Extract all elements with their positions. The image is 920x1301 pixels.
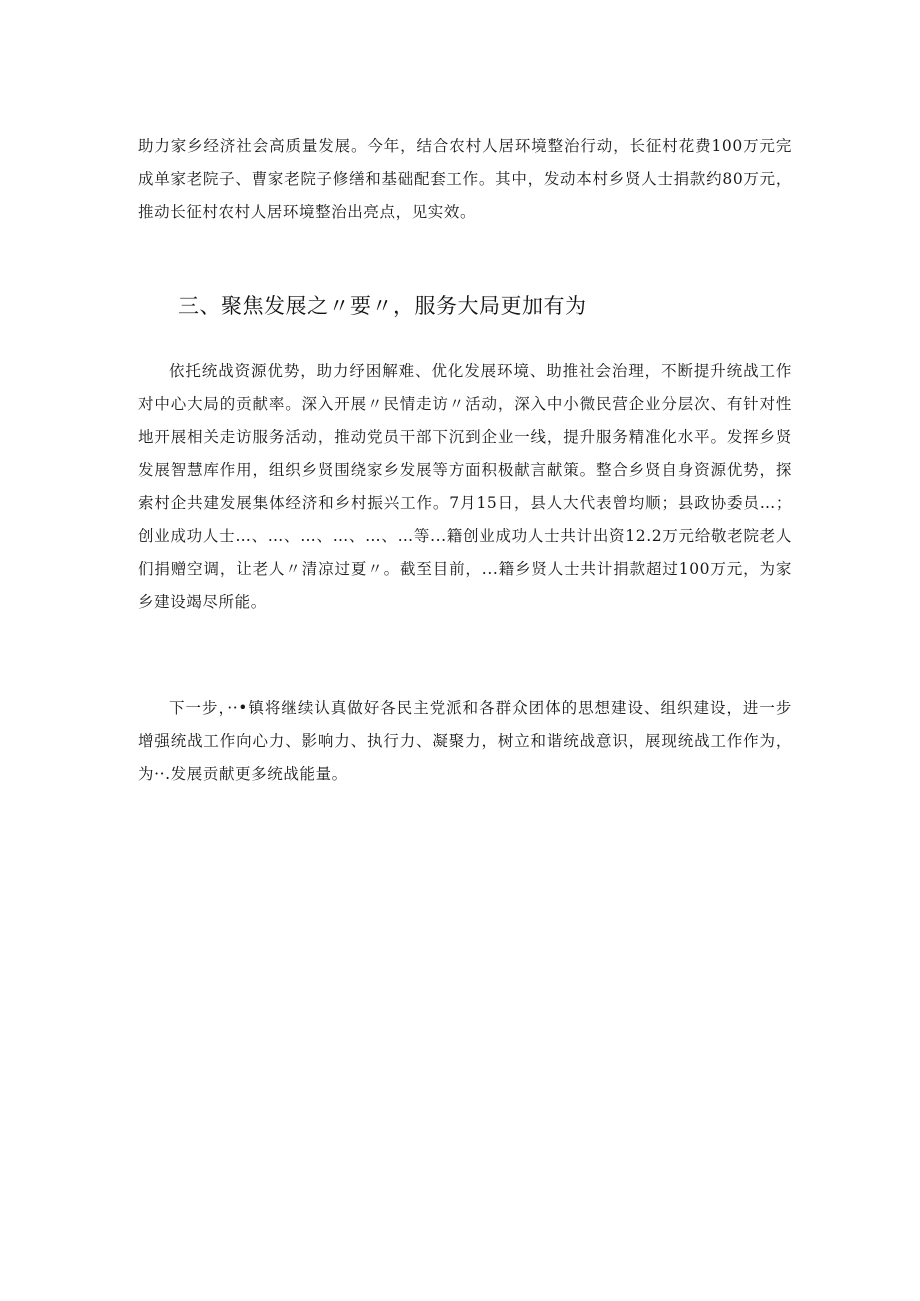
section-heading-three: 三、聚焦发展之〃要〃，服务大局更加有为 bbox=[178, 294, 587, 318]
paragraph-rural-environment: 助力家乡经济社会高质量发展。今年，结合农村人居环境整治行动，长征村花费100万元完成单家老院子、曹家老院子修缮和基础配套工作。其中，发动本村乡贤人士捐款约80万元，推动长征村农村人居环境整治出亮点，见实效。 bbox=[138, 137, 792, 221]
paragraph-united-front-resources: 依托统战资源优势，助力纾困解难、优化发展环境、助推社会治理，不断提升统战工作对中心大局的贡献率。深入开展〃民情走访〃活动，深入中小微民营企业分层次、有针对性地开展相关走访服务活动，推动党员干部下沉到企业一线，提升服务精准化水平。发挥乡贤发展智慧库作用，组织乡贤围绕家乡发展等方面积极献言献策。整合乡贤自身资源优势，探索村企共建发展集体经济和乡村振兴工作。7月15日，县人大代表曾均顺；县政协委员…；创业成功人士…、…、…、…、…、…等...籍创业成功人士共计出资12.2万元给敬老院老人们捐赠空调，让老人〃清凉过夏〃。截至目前，...籍乡贤人士共计捐款超过100万元，为家乡建设竭尽所能。 bbox=[138, 362, 792, 611]
paragraph-next-steps: 下一步，··•镇将继续认真做好各民主党派和各群众团体的思想建设、组织建设，进一步增强统战工作向心力、影响力、执行力、凝聚力，树立和谐统战意识，展现统战工作作为，为··.发展贡献更多统战能量。 bbox=[138, 699, 792, 783]
